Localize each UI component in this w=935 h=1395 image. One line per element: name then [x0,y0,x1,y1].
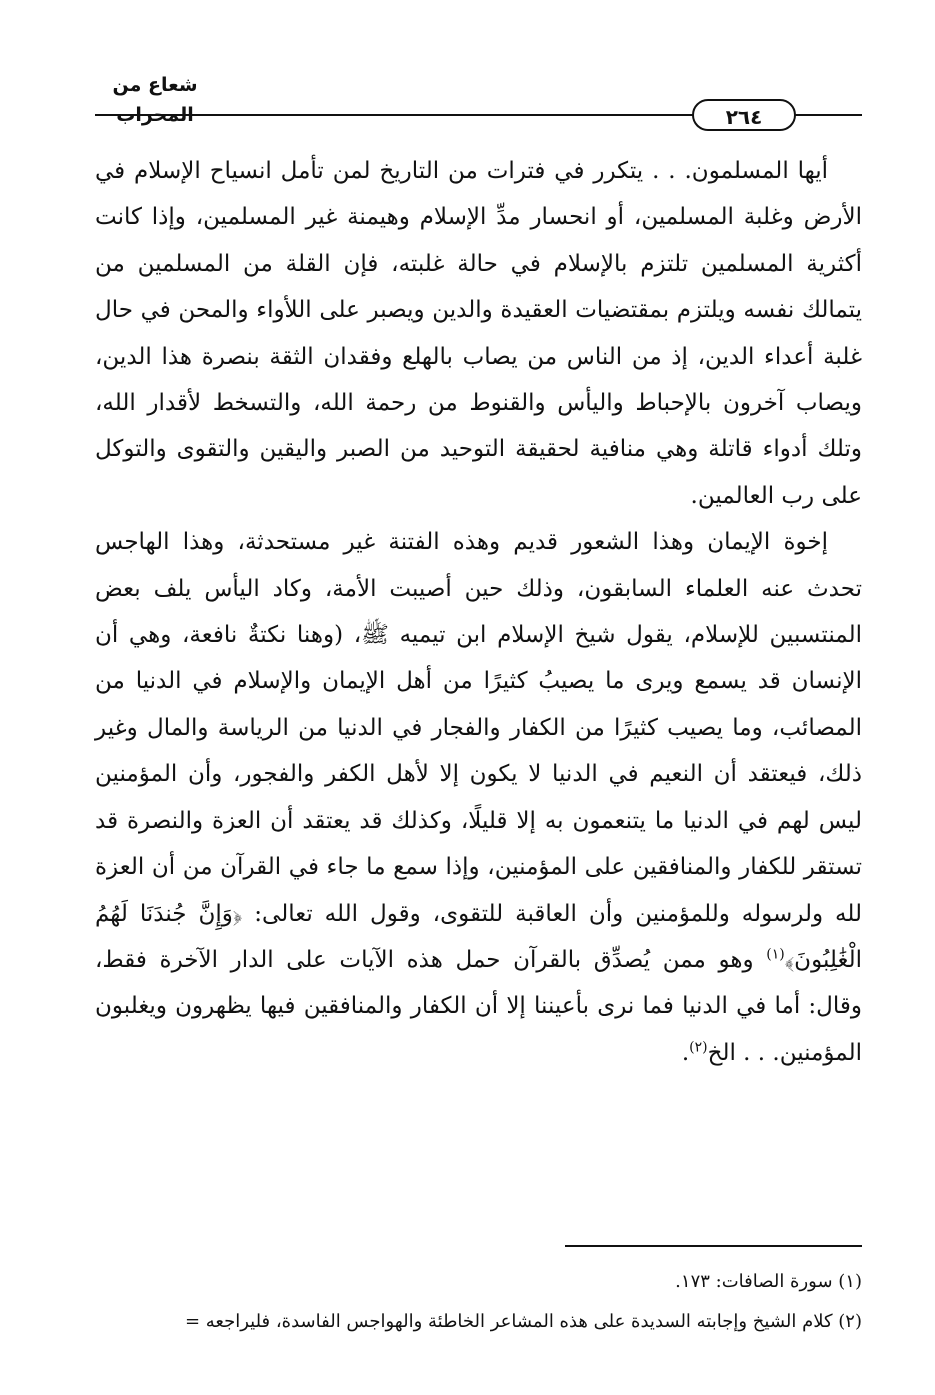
page-number-badge: ٢٦٤ [692,99,796,131]
footnote-ref-1: (١) [766,946,785,963]
paragraph-1-text: أيها المسلمون. . . يتكرر في فترات من التاريخ لمن تأمل انسياح الإسلام في الأرض وغلبة المسلمين، أو انحسار مدِّ الإسلام وهيمنة غير المسلمين، وإذا كانت أكثرية المسلمين تلتزم بالإسلام في حالة غلبته، فإن القلة من المسلمين من يتمالك نفسه ويلتزم بمقتضيات العقيدة والدين ويصبر على اللأواء والمحن في حال غلبة أعداء الدين، إذ من الناس من يصاب بالهلع وفقدان الثقة بنصرة هذا الدين، ويصاب آخرون بالإحباط واليأس والقنوط من رحمة الله، والتسخط لأقدار الله، وتلك أدواء قاتلة وهي منافية لحقيقة التوحيد من الصبر واليقين والتقوى والتوكل على رب العالمين. [95,158,863,509]
footnote-2: (٢) كلام الشيخ وإجابته السديدة على هذه المشاعر الخاطئة والهواجس الفاسدة، فليراجعه = [184,1311,862,1332]
footnotes [95,1262,862,1342]
running-title: شعاع من المحراب [112,74,198,126]
closing-punctuation: . [681,1039,690,1066]
paragraph-1 [95,148,862,519]
paragraph-2-continuation: وهو ممن يُصدِّق بالقرآن حمل هذه الآيات على الدار الآخرة فقط، وقال: أما في الدنيا فما نرى بأعيننا إلا أن الكفار والمنافقين فيها يظهرون ويغلبون المؤمنين. . . الخ [95,946,862,1066]
paragraph-2-text: إخوة الإيمان وهذا الشعور قديم وهذه الفتنة غير مستحدثة، وهذا الهاجس تحدث عنه العلماء السابقون، وذلك حين أصيبت الأمة، وكاد اليأس يلف بعض المنتسبين للإسلام، يقول شيخ الإسلام ابن تيميه ﷺ، (وهنا نكتةٌ نافعة، وهي أن الإنسان قد يسمع ويرى ما يصيبُ كثيرًا من أهل الإيمان والإسلام في الدنيا من المصائب، وما يصيب كثيرًا من الكفار والفجار في الدنيا من الرياسة والمال وغير ذلك، فيعتقد أن النعيم في الدنيا لا يكون إلا لأهل الكفر والفجور، وأن المؤمنين ليس لهم في الدنيا ما يتنعمون به إلا قليلًا، وكذلك قد يعتقد أن العزة والنصرة قد تستقر للكفار والمنافقين على المؤمنين، وإذا سمع ما جاء في القرآن من أن العزة لله ولرسوله وللمؤمنين وأن العاقبة للتقوى، وقول الله تعالى: ﴿وَإِنَّ جُندَنَا لَهُمُ الْغَٰلِبُونَ﴾ [95,529,862,973]
footnote-separator [565,1245,862,1247]
paragraph-2 [95,519,862,1076]
footnote-ref-2: (٢) [689,1039,708,1056]
footnote-1: (١) سورة الصافات: ١٧٣. [675,1271,862,1292]
main-text [95,148,862,1076]
